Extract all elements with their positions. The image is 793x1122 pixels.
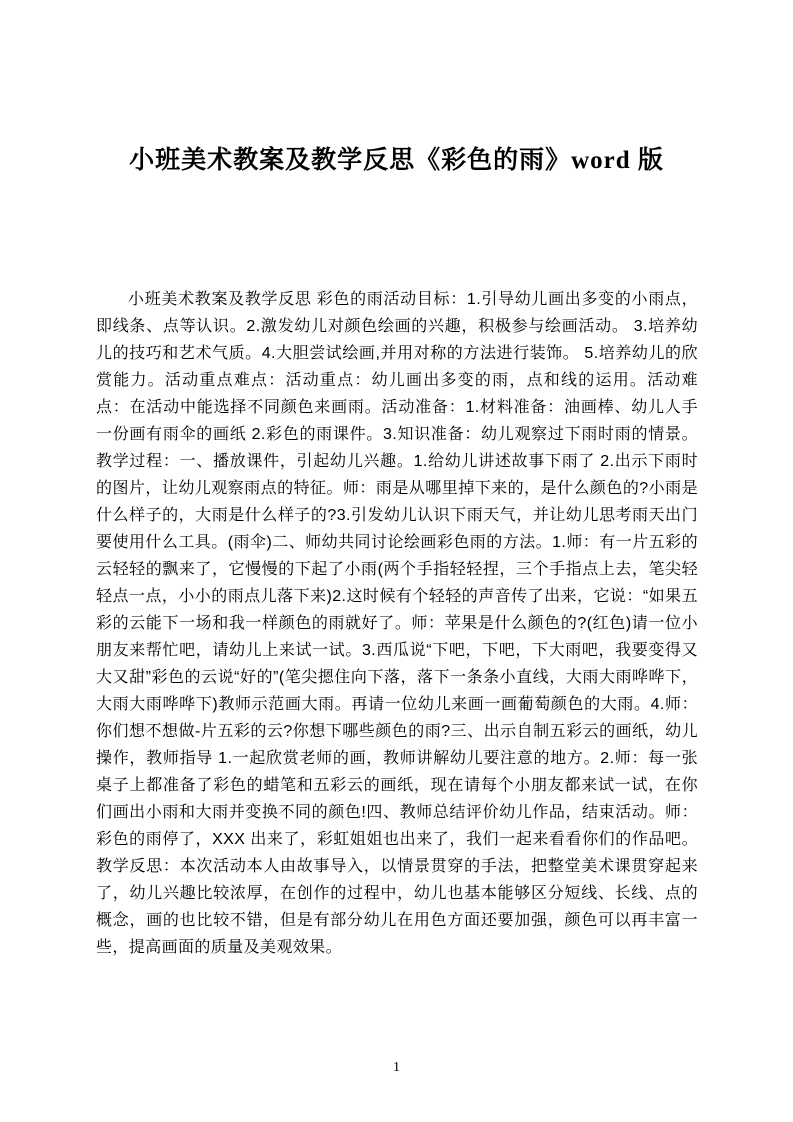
document-title: 小班美术教案及教学反思《彩色的雨》word 版 bbox=[129, 147, 664, 174]
document-body-paragraph: 小班美术教案及教学反思 彩色的雨活动目标：1.引导幼儿画出多变的小雨点，即线条、点等认识。2.激发幼儿对颜色绘画的兴趣，积极参与绘画活动。 3.培养幼儿的技巧和艺术气质。4.大胆尝试绘画,并用对称的方法进行装饰。 5.培养幼儿的欣赏能力。活动重点难点：活动重点：幼儿画出多变的雨，点和线的运用。活动难点：在活动中能选择不同颜色来画雨。活动准备：1.材料准备：油画棒、幼儿人手一份画有雨伞的画纸 2.彩色的雨课件。3.知识准备：幼儿观察过下雨时雨的情景。教学过程：一、播放课件，引起幼儿兴趣。1.给幼儿讲述故事下雨了 2.出示下雨时的图片，让幼儿观察雨点的特征。师：雨是从哪里掉下来的，是什么颜色的?小雨是什么样子的，大雨是什么样子的?3.引发幼儿认识下雨天气，并让幼儿思考雨天出门要使用什么工具。(雨伞)二、师幼共同讨论绘画彩色雨的方法。1.师：有一片五彩的云轻轻的飘来了，它慢慢的下起了小雨(两个手指轻轻捏，三个手指点上去，笔尖轻轻点一点，小小的雨点儿落下来)2.这时候有个轻轻的声音传了出来，它说：“如果五彩的云能下一场和我一样颜色的雨就好了。师：苹果是什么颜色的?(红色)请一位小朋友来帮忙吧，请幼儿上来试一试。3.西瓜说“下吧，下吧，下大雨吧，我要变得又大又甜”彩色的云说“好的”(笔尖摁住向下落，落下一条条小直线，大雨大雨哗哗下，大雨大雨哗哗下)教师示范画大雨。再请一位幼儿来画一画葡萄颜色的大雨。4.师：你们想不想做-片五彩的云?你想下哪些颜色的雨?三、出示自制五彩云的画纸，幼儿操作，教师指导 1.一起欣赏老师的画，教师讲解幼儿要注意的地方。2.师：每一张桌子上都准备了彩色的蜡笔和五彩云的画纸，现在请每个小朋友都来试一试，在你们画出小雨和大雨并变换不同的颜色!四、教师总结评价幼儿作品，结束活动。师：彩色的雨停了，XXX 出来了，彩虹姐姐也出来了，我们一起来看看你们的作品吧。教学反思：本次活动本人由故事导入，以情景贯穿的手法，把整堂美术课贯穿起来了，幼儿兴趣比较浓厚，在创作的过程中，幼儿也基本能够区分短线、长线、点的概念，画的也比较不错，但是有部分幼儿在用色方面还要加强，颜色可以再丰富一些，提高画面的质量及美观效果。 bbox=[96, 291, 698, 956]
page-number: 1 bbox=[393, 1060, 400, 1075]
